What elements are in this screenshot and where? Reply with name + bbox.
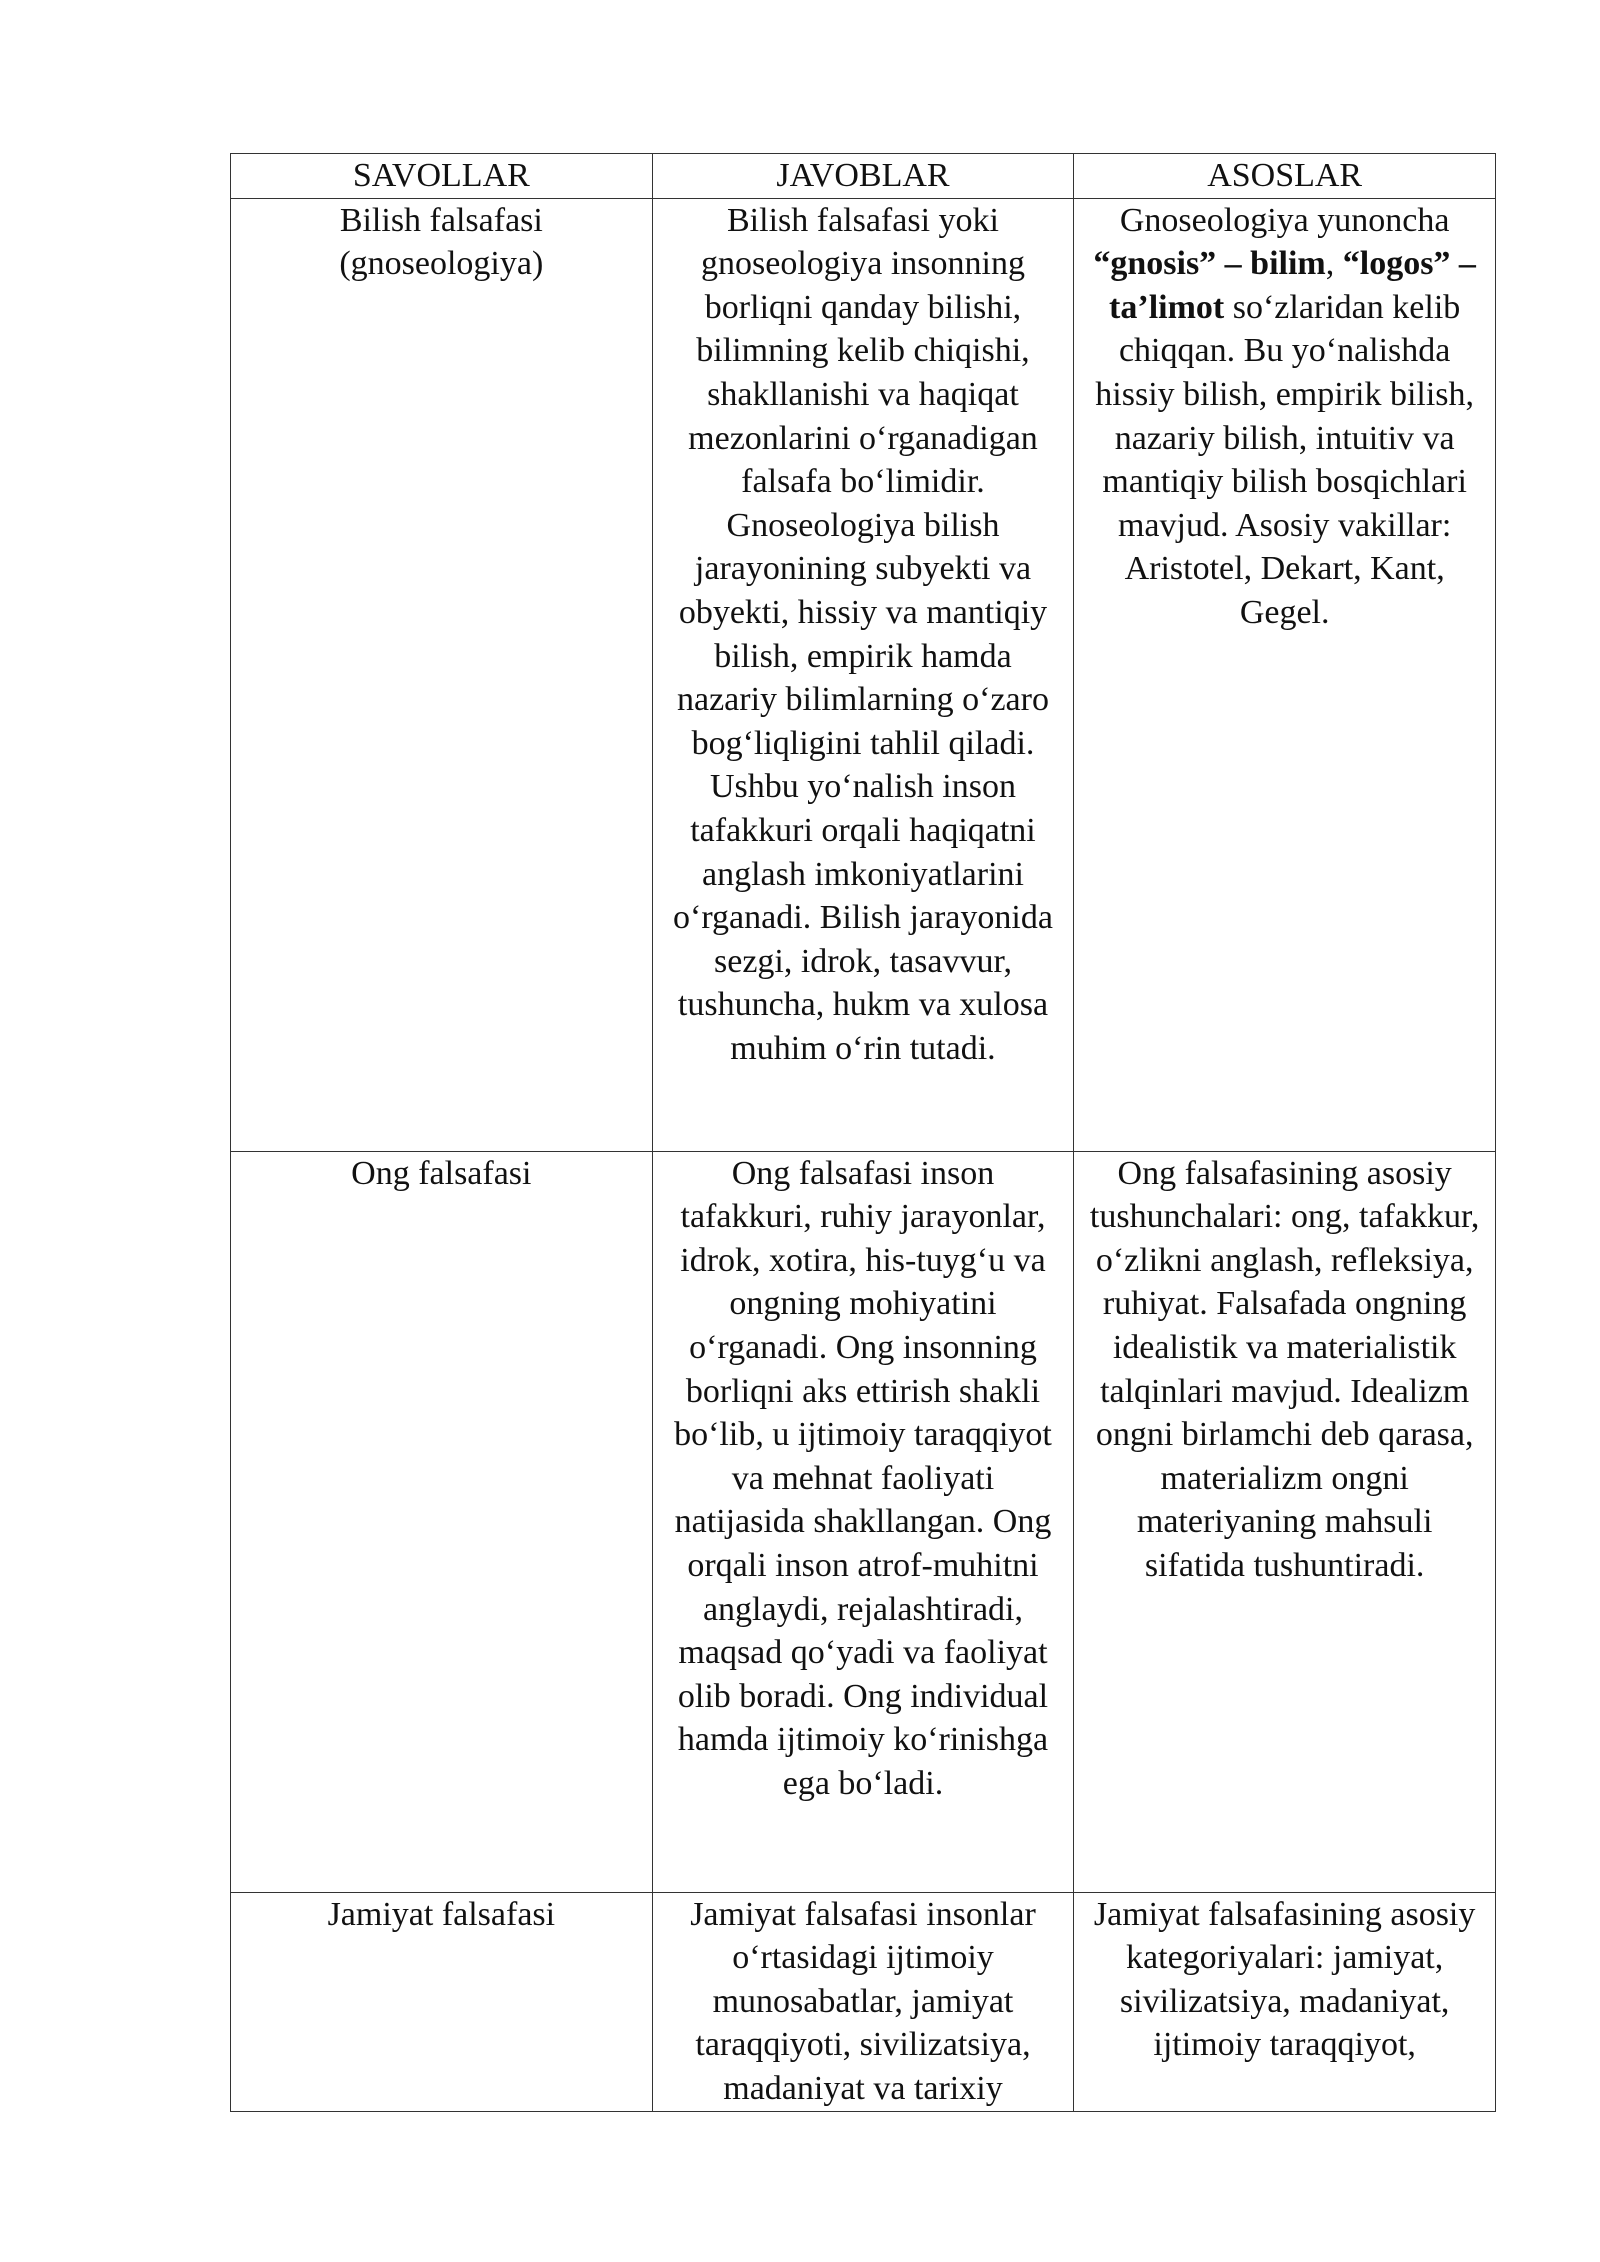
- basis-cell: [1074, 1892, 1496, 2111]
- header-asoslar: ASOSLAR: [1074, 154, 1496, 199]
- basis-cell: [1074, 198, 1496, 1151]
- basis-text: Jamiyat falsafasining asosiy kategoriyalari: jamiyat, sivilizatsiya, madaniyat, ijtimoiy taraqqiyot,: [1093, 1895, 1476, 2064]
- basis-term-logos: “logos” – ta’limot: [1109, 245, 1476, 326]
- answer-cell: [652, 198, 1074, 1151]
- table-row: [231, 1892, 1496, 2111]
- basis-separator: ,: [1325, 245, 1335, 283]
- answer-text: Ong falsafasi inson tafakkuri, ruhiy jarayonlar, idrok, xotira, his-tuyg‘u va ongning mohiyatini o‘rganadi. Ong insonning borliqni aks ettirish shakli bo‘lib, u ijtimoiy taraqqiyot va mehnat faoliyati natijasida shakllangan. Ong orqali inson atrof-muhitni anglaydi, rejalashtiradi, maqsad qo‘yadi va faoliyat olib boradi. Ong individual hamda ijtimoiy ko‘rinishga ega bo‘ladi.: [674, 1154, 1052, 1802]
- qa-table: [230, 153, 1496, 2112]
- question-text: Bilish falsafasi (gnoseologiya): [339, 201, 544, 283]
- basis-rest: so‘zlaridan kelib chiqqan. Bu yo‘nalishda hissiy bilish, empirik bilish, nazariy bilish, intuitiv va mantiqiy bilish bosqichlari mavjud. Asosiy vakillar: Aristotel, Dekart, Kant, Gegel.: [1095, 288, 1475, 631]
- table-header-row: [231, 154, 1496, 199]
- table-row: [231, 198, 1496, 1151]
- basis-text: [1086, 199, 1483, 635]
- basis-text: Ong falsafasining asosiy tushunchalari: ong, tafakkur, o‘zlikni anglash, refleksiya, ruhiyat. Falsafada ongning idealistik va materialistik talqinlari mavjud. Idealizm ongni birlamchi deb qarasa, materializm ongni materiyaning mahsuli sifatida tushuntiradi.: [1089, 1154, 1480, 1584]
- basis-cell: [1074, 1151, 1496, 1892]
- question-text: Jamiyat falsafasi: [327, 1895, 556, 1933]
- question-text: Ong falsafasi: [351, 1154, 532, 1192]
- question-cell: [231, 1892, 653, 2111]
- basis-term-gnosis: “gnosis” – bilim: [1093, 245, 1326, 283]
- header-savollar: SAVOLLAR: [231, 154, 653, 199]
- header-javoblar: JAVOBLAR: [652, 154, 1074, 199]
- table-row: [231, 1151, 1496, 1892]
- answer-cell: [652, 1151, 1074, 1892]
- answer-cell: [652, 1892, 1074, 2111]
- answer-text: Bilish falsafasi yoki gnoseologiya insonning borliqni qanday bilishi, bilimning kelib chiqishi, shakllanishi va haqiqat mezonlarini o‘rganadigan falsafa bo‘limidir. Gnoseologiya bilish jarayonining subyekti va obyekti, hissiy va mantiqiy bilish, empirik hamda nazariy bilimlarning o‘zaro bog‘liqligini tahlil qiladi. Ushbu yo‘nalish inson tafakkuri orqali haqiqatni anglash imkoniyatlarini o‘rganadi. Bilish jarayonida sezgi, idrok, tasavvur, tushuncha, hukm va xulosa muhim o‘rin tutadi.: [673, 201, 1053, 1067]
- basis-intro: Gnoseologiya yunoncha: [1119, 201, 1450, 239]
- answer-text: Jamiyat falsafasi insonlar o‘rtasidagi ijtimoiy munosabatlar, jamiyat taraqqiyoti, sivilizatsiya, madaniyat va tarixiy: [690, 1895, 1036, 2107]
- question-cell: [231, 198, 653, 1151]
- question-cell: [231, 1151, 653, 1892]
